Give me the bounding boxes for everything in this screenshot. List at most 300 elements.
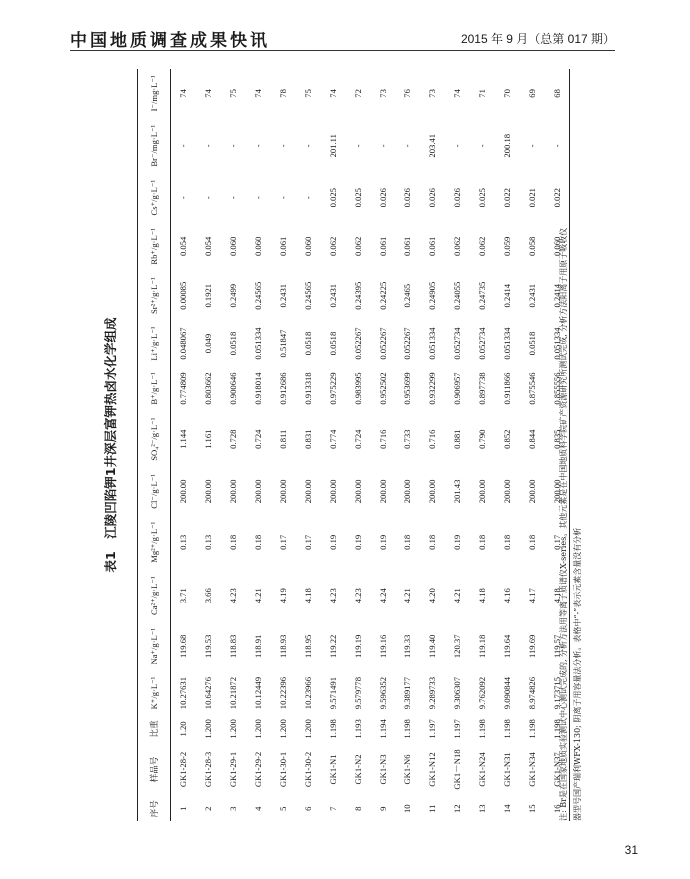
table-cell: 0.24055 <box>452 281 463 310</box>
table-cell: 1.193 <box>352 719 363 739</box>
table-cell: 4 <box>253 806 264 811</box>
table-row <box>445 69 470 821</box>
table-row <box>519 69 544 821</box>
table-cell: 0.2414 <box>502 283 513 308</box>
table-cell: 4.20 <box>427 588 438 604</box>
table-cell: - <box>278 196 288 200</box>
table-cell: 0.24395 <box>352 281 363 310</box>
table-note <box>557 69 585 821</box>
table-cell: 0.897738 <box>477 372 488 405</box>
column-header: Cl⁻/g·L⁻¹ <box>148 474 159 509</box>
table-cell: 13 <box>477 804 488 814</box>
table-cell: 0.790 <box>477 429 488 449</box>
table-cell: 200.00 <box>352 479 363 504</box>
chemistry-table <box>137 69 570 821</box>
table-cell: 74 <box>327 89 338 98</box>
table-cell: 200.00 <box>327 479 338 504</box>
table-cell: 0.062 <box>327 236 338 257</box>
table-cell: 9.389177 <box>402 676 413 710</box>
table-cell: 4.24 <box>377 588 388 604</box>
table-cell: 0.052734 <box>477 327 488 360</box>
table-cell: 0.0518 <box>327 331 338 356</box>
table-cell: 1.200 <box>253 719 264 739</box>
table-cell: 10.27631 <box>178 676 189 710</box>
table-row <box>171 69 196 821</box>
table-cell: 0.900646 <box>228 372 239 405</box>
column-header: I⁻/mg·L⁻¹ <box>148 75 159 112</box>
table-cell: 0.17 <box>551 534 562 550</box>
table-cell: 0.724 <box>253 429 264 449</box>
table-cell: - <box>253 196 264 200</box>
column-header: Na⁺/g·L⁻¹ <box>148 628 159 665</box>
note-line-1: 注: Br是在国家地质实验测试中心测试完成的, 分析方法用等离子质谱仪X-series。其他元素是在中国地质科学院矿产资源研究所测试完成, 分析方法阳离子用原子吸收仪 <box>559 227 568 821</box>
table-cell: 0.13 <box>203 534 214 550</box>
table-cell: 1.198 <box>402 719 413 739</box>
table-cell: 0.060 <box>228 236 239 257</box>
table-cell: 4.19 <box>278 588 288 604</box>
column-header: Sr²⁺/g·L⁻¹ <box>148 277 159 315</box>
table-cell: 200.00 <box>228 479 239 504</box>
table-cell: 0.724 <box>352 429 363 449</box>
table-cell: 0.17 <box>278 534 288 550</box>
table-cell: 0.24565 <box>302 281 313 310</box>
table-cell: 0.18 <box>402 534 413 550</box>
table-cell: 73 <box>377 89 388 98</box>
table-body <box>171 69 570 821</box>
table-cell: 200.00 <box>477 479 488 504</box>
table-cell: 4.21 <box>402 588 413 604</box>
table-cell: 0.054 <box>178 236 189 257</box>
table-cell: 0.19 <box>377 534 388 550</box>
table-cell: 78 <box>278 89 288 98</box>
table-row <box>495 69 520 821</box>
table-cell: 0.19 <box>327 534 338 550</box>
table-cell: 0.835 <box>551 429 562 449</box>
table-cell: 16 <box>551 804 562 814</box>
table-cell: 3 <box>228 806 239 811</box>
table-cell: 0.062 <box>452 236 463 257</box>
table-cell: 0.913318 <box>302 372 313 405</box>
table-cell: 1.144 <box>178 429 189 449</box>
column-header: Mg²⁺/g·L⁻¹ <box>148 521 159 563</box>
table-cell: 9.762092 <box>477 676 488 710</box>
table-cell: 15 <box>526 804 537 814</box>
table-cell: 0.18 <box>253 534 264 550</box>
table-cell: 1.200 <box>278 719 288 739</box>
table-cell: 1.161 <box>203 429 214 449</box>
table-header-row <box>138 69 171 821</box>
table-cell: 119.57 <box>551 634 562 658</box>
table-cell: 0.062 <box>477 236 488 257</box>
table-cell: 4.16 <box>502 588 513 604</box>
table-cell: 0.2465 <box>402 283 413 308</box>
table-cell: 0.733 <box>402 429 413 449</box>
table-cell: 0.844 <box>526 429 537 449</box>
table-row <box>470 69 495 821</box>
table-cell: - <box>278 144 288 148</box>
table-cell: 0.1921 <box>203 283 214 308</box>
table-row <box>196 69 221 821</box>
table-cell: 4.23 <box>327 588 338 604</box>
table-cell: 0.051334 <box>253 327 264 360</box>
table-cell: 69 <box>526 89 537 98</box>
table-cell: 119.19 <box>352 634 363 658</box>
table-cell: 0.912686 <box>278 372 288 405</box>
table-cell: - <box>178 196 189 200</box>
table-row <box>295 69 320 821</box>
table-cell: 0.061 <box>427 236 438 257</box>
table-row <box>345 69 370 821</box>
table-cell: 10 <box>402 804 413 814</box>
table-cell: 1.198 <box>526 719 537 739</box>
table-cell: GK1-N12 <box>427 752 438 787</box>
table-cell: 0.716 <box>427 429 438 449</box>
table-cell: 0.803662 <box>203 372 214 405</box>
table-cell: GK1-N24 <box>477 752 488 787</box>
table-cell: 0.048067 <box>178 327 189 360</box>
table-cell: 0.911866 <box>502 372 513 405</box>
column-header: Br⁻/mg·L⁻¹ <box>148 124 159 167</box>
table-cell: 0.18 <box>502 534 513 550</box>
table-cell: 201.11 <box>327 134 338 158</box>
table-cell: 14 <box>502 804 513 814</box>
table-cell: GK1-29-2 <box>253 751 264 788</box>
table-cell: GK1-28-2 <box>178 751 189 788</box>
table-cell: 1.200 <box>302 719 313 739</box>
table-cell: 1.198 <box>551 719 562 739</box>
table-cell: 0.2431 <box>526 283 537 308</box>
table-cell: 3.71 <box>178 588 189 604</box>
table-cell: 0.052267 <box>352 327 363 360</box>
table-cell: 0.060 <box>551 236 562 257</box>
table-cell: 70 <box>502 89 513 98</box>
table-cell: GK1-N3 <box>377 754 388 785</box>
table-title: 表1 江陵凹陷钾1井深层富钾热卤水化学组成 <box>103 317 118 573</box>
table-cell: 9.173715 <box>551 676 562 710</box>
table-cell: 76 <box>402 89 413 98</box>
table-cell: 200.00 <box>178 479 189 504</box>
table-cell: GK1-28-3 <box>203 751 214 788</box>
table-cell: 0.18 <box>477 534 488 550</box>
table-cell: 0.051334 <box>502 327 513 360</box>
table-cell: 0.2499 <box>228 283 239 308</box>
table-cell: 0.983995 <box>352 372 363 405</box>
table-row <box>395 69 420 821</box>
table-cell: 0.51847 <box>278 329 288 358</box>
table-cell: 10.64276 <box>203 676 214 710</box>
table-cell: 200.00 <box>502 479 513 504</box>
table-cell: 200.00 <box>203 479 214 504</box>
table-cell: 0.13 <box>178 534 189 550</box>
table-cell: 1.200 <box>203 719 214 739</box>
table-cell: 0.0518 <box>302 331 313 356</box>
table-cell: 71 <box>477 89 488 98</box>
table-cell: 4.21 <box>452 588 463 604</box>
table-cell: 0.051334 <box>551 327 562 360</box>
table-cell: 200.18 <box>502 133 513 158</box>
table-cell: 1 <box>178 806 189 811</box>
table-cell: 0.058 <box>526 236 537 257</box>
table-cell: 0.953699 <box>402 372 413 405</box>
table-cell: GK1-29-1 <box>228 751 239 788</box>
table-cell: 119.40 <box>427 634 438 658</box>
column-header: SO₄²⁻/g·L⁻¹ <box>148 417 159 461</box>
table-cell: 0.00085 <box>178 281 189 310</box>
table-cell: 9.579778 <box>352 676 363 710</box>
table-row <box>370 69 395 821</box>
table-cell: 0.025 <box>477 188 488 208</box>
column-header: 比重 <box>149 720 159 738</box>
header-rule <box>70 50 615 51</box>
table-cell: 4.21 <box>253 588 264 604</box>
table-cell: 1.200 <box>228 719 239 739</box>
table-cell: 0.24735 <box>477 281 488 310</box>
table-row <box>420 69 445 821</box>
table-cell: 10.12449 <box>253 676 264 710</box>
table-row <box>320 69 345 821</box>
table-cell: - <box>302 196 313 200</box>
table-cell: 74 <box>178 89 189 98</box>
table-cell: 0.952502 <box>377 372 388 405</box>
table-cell: 0.875546 <box>526 372 537 405</box>
table-cell: 1.198 <box>502 719 513 739</box>
table-cell: - <box>352 144 363 148</box>
table-cell: 200.00 <box>402 479 413 504</box>
table-cell: 118.95 <box>302 634 313 658</box>
table-cell: 0.852 <box>502 429 513 449</box>
table-cell: - <box>253 144 264 148</box>
table-cell: 0.728 <box>228 429 239 449</box>
table-cell: 0.918014 <box>253 372 264 405</box>
table-cell: 0.2431 <box>327 283 338 308</box>
table-cell: 10.23966 <box>302 676 313 710</box>
table-cell: - <box>377 144 388 148</box>
table-cell: 0.054 <box>203 236 214 257</box>
table-cell: - <box>178 144 189 148</box>
table-cell: - <box>203 144 214 148</box>
table-cell: 0.025 <box>327 188 338 208</box>
table-cell: GK1－N18 <box>452 749 463 790</box>
table-cell: 200.00 <box>427 479 438 504</box>
table-cell: 0.061 <box>402 236 413 257</box>
table-cell: - <box>203 196 214 200</box>
table-cell: 0.060 <box>302 236 313 257</box>
table-cell: GK1-N6 <box>402 754 413 785</box>
table-row <box>246 69 271 821</box>
table-cell: 0.051334 <box>427 327 438 360</box>
table-cell: 0.021 <box>526 188 537 208</box>
column-header: B⁺/g·L⁻¹ <box>148 372 159 405</box>
table-cell: 0.18 <box>228 534 239 550</box>
table-row <box>271 69 296 821</box>
table-cell: - <box>526 144 537 148</box>
table-cell: 75 <box>302 89 313 98</box>
table-cell: - <box>452 144 463 148</box>
table-cell: 1.197 <box>452 719 463 739</box>
table-cell: 0.0518 <box>228 331 239 356</box>
table-cell: 74 <box>253 89 264 98</box>
table-cell: 74 <box>452 89 463 98</box>
table-cell: 0.18 <box>526 534 537 550</box>
table-cell: 0.17 <box>302 534 313 550</box>
column-header: Ca²⁺/g·L⁻¹ <box>148 576 159 616</box>
table-cell: 118.93 <box>278 634 288 658</box>
table-cell: 0.059 <box>502 236 513 257</box>
table-cell: 0.24225 <box>377 281 388 310</box>
table-cell: - <box>477 144 488 148</box>
table-cell: 0.2431 <box>278 283 288 308</box>
table-cell: 0.025 <box>352 188 363 208</box>
table-cell: 1.20 <box>178 721 189 737</box>
table-cell: 200.00 <box>253 479 264 504</box>
column-header: Li⁺/g·L⁻¹ <box>148 326 159 361</box>
table-cell: 119.16 <box>377 634 388 658</box>
table-cell: 74 <box>203 89 214 98</box>
table-cell: 200.00 <box>302 479 313 504</box>
table-cell: 8 <box>352 806 363 811</box>
table-cell: 0.24905 <box>427 281 438 310</box>
table-cell: 12 <box>452 804 463 814</box>
table-cell: 0.811 <box>278 429 288 449</box>
table-cell: 4.23 <box>352 588 363 604</box>
table-cell: 5 <box>278 806 288 811</box>
table-cell: GK1-30-1 <box>278 751 288 788</box>
page-header <box>70 22 615 52</box>
table-cell: 119.69 <box>526 634 537 658</box>
journal-title: 中国地质调查成果快讯 <box>70 31 270 51</box>
table-cell: - <box>228 144 239 148</box>
table-cell: 6 <box>302 806 313 811</box>
table-cell: 0.026 <box>452 188 463 208</box>
table-cell: GK1-N1 <box>327 754 338 785</box>
table-cell: - <box>302 144 313 148</box>
table-cell: 0.052267 <box>402 327 413 360</box>
rotated-table-panel <box>89 69 601 821</box>
table-cell: 120.37 <box>452 634 463 659</box>
table-cell: 68 <box>551 89 562 98</box>
table-cell: 4.18 <box>302 588 313 604</box>
table-cell: 0.061 <box>278 236 288 257</box>
table-cell: - <box>228 196 239 200</box>
table-cell: 0.022 <box>502 188 513 208</box>
table-cell: 0.855556 <box>551 372 562 405</box>
table-cell: 9 <box>377 806 388 811</box>
table-cell: 9.596352 <box>377 676 388 710</box>
table-cell: GK1-N34 <box>526 752 537 787</box>
table-cell: - <box>551 144 562 148</box>
table-cell: 0.026 <box>427 188 438 208</box>
table-cell: 0.19 <box>352 534 363 550</box>
table-cell: 2 <box>203 806 214 811</box>
table-cell: 119.64 <box>502 634 513 658</box>
table-cell: 1.197 <box>427 719 438 739</box>
table-cell: 0.932299 <box>427 372 438 405</box>
table-cell: 7 <box>327 806 338 811</box>
table-cell: 73 <box>427 89 438 98</box>
column-header: 序号 <box>149 800 159 818</box>
table-cell: GK1-30-2 <box>302 751 313 788</box>
table-cell: 0.906957 <box>452 372 463 405</box>
table-cell: 3.66 <box>203 588 214 604</box>
table-cell: 4.17 <box>526 588 537 604</box>
table-cell: 200.00 <box>278 479 288 504</box>
table-cell: GK1-N37 <box>551 752 562 787</box>
table-cell: 9.289733 <box>427 676 438 710</box>
table-row <box>221 69 246 821</box>
table-cell: 0.026 <box>402 188 413 208</box>
page-number: 31 <box>624 843 638 857</box>
table-cell: 0.881 <box>452 429 463 449</box>
note-line-2: 器型号国产瑞利WFX-130; 阴离子用容量法分析。表格中“-”表示元素含量没有分析 <box>573 527 582 821</box>
table-cell: 119.22 <box>327 634 338 658</box>
table-cell: 119.33 <box>402 634 413 658</box>
table-cell: 119.68 <box>178 634 189 658</box>
column-header: 样品号 <box>149 756 159 783</box>
table-cell: 0.774 <box>327 429 338 449</box>
table-cell: 0.061 <box>377 236 388 257</box>
table-cell: 119.18 <box>477 634 488 658</box>
table-cell: 200.00 <box>551 479 562 504</box>
table-cell: 0.052267 <box>377 327 388 360</box>
table-cell: 75 <box>228 89 239 98</box>
table-cell: 119.53 <box>203 634 214 658</box>
table-cell: 0.774809 <box>178 372 189 405</box>
table-cell: 200.00 <box>526 479 537 504</box>
table-cell: 0.062 <box>352 236 363 257</box>
table-cell: 1.198 <box>327 719 338 739</box>
table-cell: 0.0518 <box>526 331 537 356</box>
table-cell: 0.049 <box>203 333 214 354</box>
table-cell: 0.2414 <box>551 283 562 308</box>
table-cell: 8.974826 <box>526 676 537 710</box>
table-cell: 1.194 <box>377 719 388 739</box>
table-cell: 9.090844 <box>502 676 513 710</box>
table-cell: 4.18 <box>551 588 562 604</box>
table-cell: GK1-N31 <box>502 752 513 787</box>
table-cell: 0.19 <box>452 534 463 550</box>
issue-info: 2015 年 9 月（总第 017 期） <box>460 32 615 46</box>
table-cell: 201.43 <box>452 479 463 504</box>
table-cell: 0.026 <box>377 188 388 208</box>
table-cell: 200.00 <box>377 479 388 504</box>
table-cell: 11 <box>427 804 438 813</box>
table-cell: 0.831 <box>302 429 313 449</box>
table-cell: 118.83 <box>228 634 239 658</box>
table-cell: GK1-N2 <box>352 754 363 785</box>
table-cell: 0.052734 <box>452 327 463 360</box>
table-cell: 9.306307 <box>452 676 463 710</box>
table-cell: 0.18 <box>427 534 438 550</box>
table-cell: 9.571491 <box>327 676 338 710</box>
table-cell: 10.21872 <box>228 676 239 710</box>
table-cell: 4.18 <box>477 588 488 604</box>
table-cell: 0.975229 <box>327 372 338 405</box>
column-header: Cs⁺/g·L⁻¹ <box>148 179 159 216</box>
table-cell: 118.91 <box>253 634 264 658</box>
table-cell: 4.23 <box>228 588 239 604</box>
table-cell: 10.22396 <box>278 676 288 710</box>
table-cell: 0.022 <box>551 188 562 208</box>
table-cell: 72 <box>352 89 363 98</box>
table-cell: 0.060 <box>253 236 264 257</box>
table-cell: 1.198 <box>477 719 488 739</box>
table-cell: - <box>402 144 413 148</box>
column-header: Rb⁺/g·L⁻¹ <box>148 228 159 265</box>
table-cell: 203.41 <box>427 133 438 158</box>
column-header: K⁺/g·L⁻¹ <box>148 676 159 710</box>
table-cell: 0.24565 <box>253 281 264 310</box>
table-cell: 0.716 <box>377 429 388 449</box>
